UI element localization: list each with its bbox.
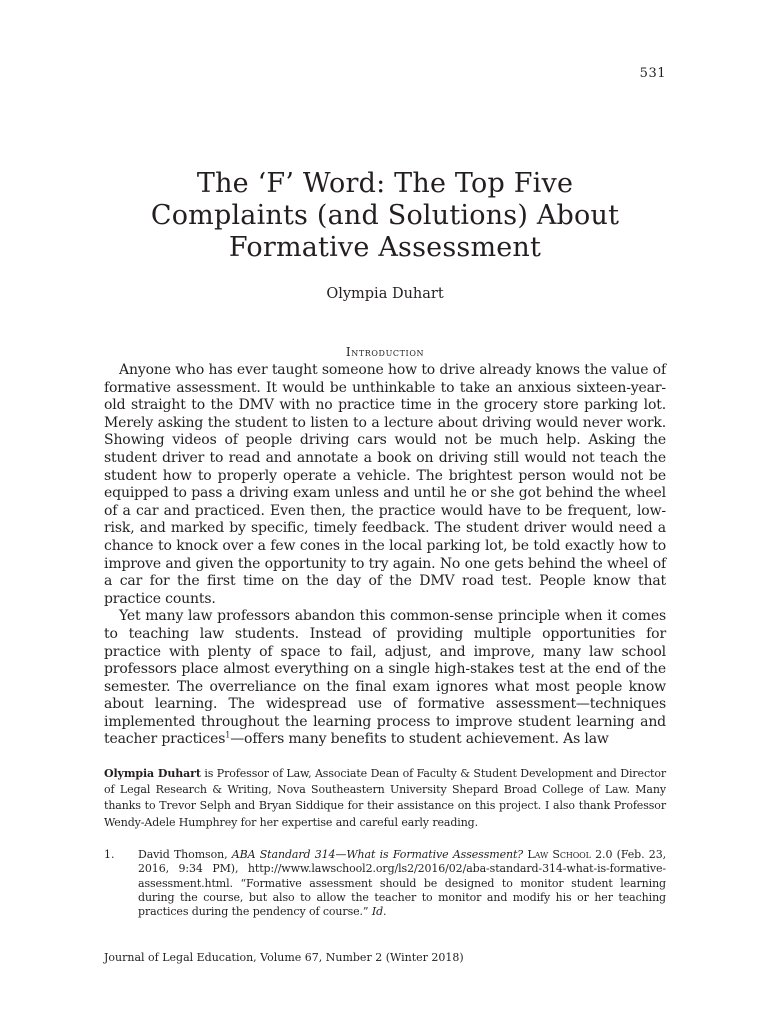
- paragraph-2-text-start: Yet many law professors abandon this common-sense principle when it comes to teaching law students. Instead of providing multiple opportunities for practice with plenty of space to fail, adjust, and improve, many law school professors place almost everything on a single high-stakes test at the end of the semester. The overreliance on the final exam ignores what most people know about learning. The widespread use of formative assessment—techniques implemented throughout the learning process to improve student learning and teacher practices: [104, 608, 666, 748]
- footnote-author: David Thomson,: [138, 848, 232, 861]
- title-line-1: The ‘F’ Word: The Top Five: [196, 168, 574, 199]
- article-title: [104, 168, 666, 264]
- author-note-name: Olympia Duhart: [104, 767, 201, 780]
- page-number: 531: [639, 66, 666, 81]
- author-note: [104, 766, 666, 831]
- title-line-3: Formative Assessment: [228, 232, 542, 263]
- footnote-title: ABA Standard 314—What is Formative Assessment?: [231, 848, 524, 861]
- author-name: Olympia Duhart: [326, 286, 444, 302]
- footnote-text: [138, 848, 666, 919]
- footnote-reference: 1: [225, 730, 231, 740]
- footnote-1: [104, 848, 666, 919]
- article-body: [104, 362, 666, 749]
- section-heading: Introduction: [345, 345, 425, 359]
- author-note-text: is Professor of Law, Associate Dean of Faculty & Student Development and Director of Legal Research & Writing, Nova Southeastern University Shepard Broad College of Law. Many thanks to Trevor Selph and Bryan Siddique for their assistance on this project. I also thank Professor Wendy-Adele Humphrey for her expertise and careful early reading.: [104, 767, 667, 829]
- footnote-citation-text: (Feb. 23, 2016, 9:34 PM), http://www.lawschool2.org/ls2/2016/02/aba-standard-314-what-is-formative-assessment.html. “Formative assessment should be designed to monitor student learning during the course, but also to allow the teacher to monitor and modify his or her teaching practices during the pendency of course.”: [138, 848, 667, 919]
- footnote-source: Law School 2.0: [523, 848, 613, 861]
- body-paragraph-1: Anyone who has ever taught someone how to drive already knows the value of formative assessment. It would be unthinkable to take an anxious sixteen-year-old straight to the DMV with no practice time in the grocery store parking lot. Merely asking the student to listen to a lecture about driving would never work. Showing videos of people driving cars would not be much help. Asking the student driver to read and annotate a book on driving still would not teach the student how to properly operate a vehicle. The brightest person would not be equipped to pass a driving exam unless and until he or she got behind the wheel of a car and practiced. Even then, the practice would have to be frequent, low-risk, and marked by specific, timely feedback. The student driver would need a chance to knock over a few cones in the local parking lot, be told exactly how to improve and given the opportunity to try again. No one gets behind the wheel of a car for the first time on the day of the DMV road test. People know that practice counts.: [104, 362, 666, 607]
- title-line-2: Complaints (and Solutions) About: [150, 200, 620, 231]
- body-paragraph-2: [104, 608, 666, 749]
- paragraph-2-text-end: —offers many benefits to student achievement. As law: [230, 731, 609, 748]
- journal-footer: Journal of Legal Education, Volume 67, Number 2 (Winter 2018): [104, 951, 464, 964]
- footnote-number: 1.: [104, 848, 115, 861]
- footnote-id: Id.: [371, 905, 387, 919]
